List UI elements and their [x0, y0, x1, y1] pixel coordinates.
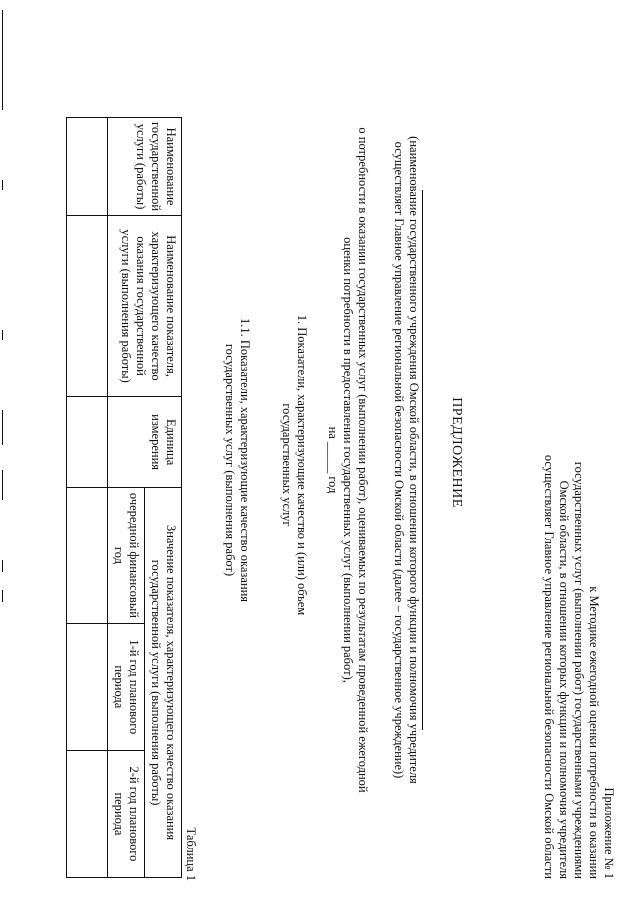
header-current-year: очередной финансовый год: [108, 488, 145, 624]
footer-rule: [2, 410, 3, 445]
document-title: ПРЕДЛОЖЕНИЕ: [449, 397, 464, 508]
section-1-1-heading-line: государственных услуг (выполнения работ): [223, 343, 237, 577]
proposal-subject: [325, 80, 370, 840]
appendix-header: [541, 339, 616, 879]
appendix-line: государственных услуг (выполнении работ) государственными учреждениями: [572, 461, 586, 879]
institution-caption: [391, 110, 423, 810]
proposal-subject-line: о потребности в оказании государственных услуг (выполнении работ), оцениваемых по результатам проведенной ежегодной: [356, 127, 370, 793]
header-indicator-value: Значение показателя, характеризующего качество оказания государственной услуги (выполнения работы): [145, 488, 182, 878]
footer-rule: [2, 330, 3, 340]
footer-rule: [2, 180, 3, 190]
year-line: на _____ год: [326, 426, 340, 494]
appendix-line: Омской области, в отношении которых функции и полномочия учредителя: [557, 480, 571, 879]
table-cell: [67, 397, 108, 488]
footer-rule: [2, 10, 3, 110]
header-first-plan-year: 1-й год планового периода: [108, 623, 145, 750]
proposal-subject-line: оценки потребности в предоставлении государственных услуг (выполнении работ),: [341, 237, 355, 683]
appendix-line: к Методике ежегодной оценки потребности в оказании: [587, 586, 601, 879]
table-cell: [67, 750, 108, 877]
footer-rule: [2, 590, 3, 602]
header-indicator-name: Наименование показателя, характеризующего качество оказания государственной услуги (выполнения работы): [108, 216, 182, 397]
section-1-1-heading: [222, 220, 252, 700]
section-1-heading: [279, 230, 309, 700]
footer-rule: [2, 470, 3, 500]
institution-caption-line: (наименование государственного учреждения Омской области, в отношении которого функции и полномочия учредителя: [407, 136, 421, 784]
header-unit: Единица измерения: [108, 397, 182, 488]
header-second-plan-year: 2-й год планового периода: [108, 750, 145, 877]
appendix-line: осуществляет Главное управление региональной безопасности Омской области: [542, 454, 556, 879]
appendix-title: Приложение № 1: [602, 787, 616, 879]
table-cell: [67, 118, 108, 216]
footer-rule: [2, 560, 3, 572]
quality-indicators-table: [66, 117, 182, 878]
header-service-name: Наименование государственной услуги (работы): [108, 118, 182, 216]
institution-blank-line: [422, 190, 423, 730]
section-1-1-heading-line: 1.1. Показатели, характеризующие качество оказания: [238, 317, 252, 603]
table-row: [67, 118, 108, 878]
section-1-heading-line: государственных услуг: [280, 403, 294, 527]
table-cell: [67, 216, 108, 397]
table-label: Таблица 1: [184, 827, 198, 881]
section-1-heading-line: 1. Показатели, характеризующие качество и (или) объем: [295, 314, 309, 616]
institution-caption-line: осуществляет Главное управление региональной безопасности Омской области (далее – государственное учреждение)): [392, 141, 406, 779]
table-cell: [67, 623, 108, 750]
table-cell: [67, 488, 108, 624]
table-header-row: [145, 118, 182, 878]
